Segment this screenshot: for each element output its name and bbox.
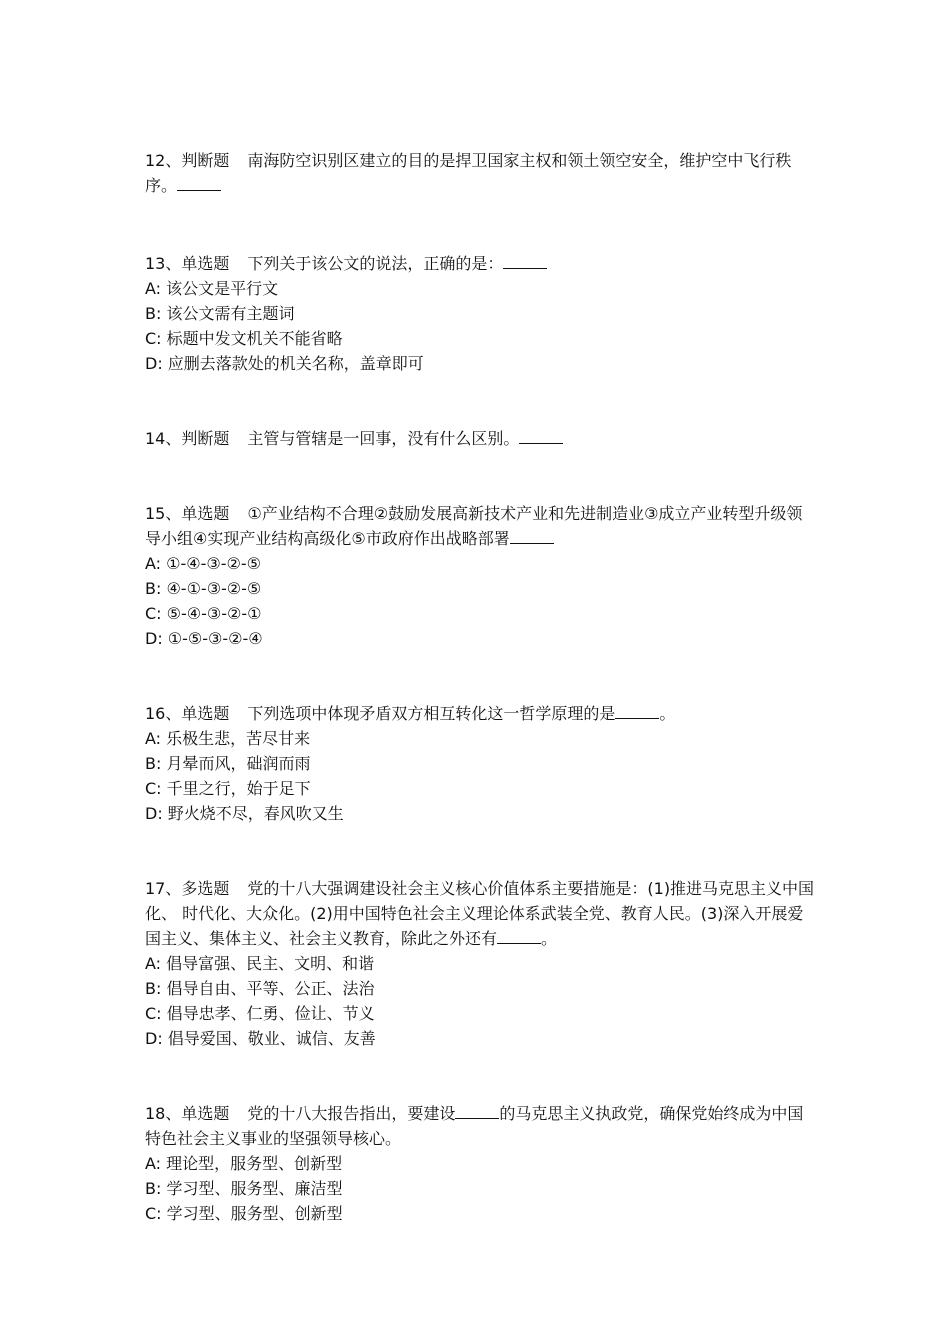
option-b	[145, 1176, 815, 1201]
question-tail: 。	[541, 929, 558, 948]
option-text: 倡导富强、民主、文明、和谐	[166, 954, 375, 973]
option-a	[145, 951, 815, 976]
option-d	[145, 626, 815, 651]
question-13	[145, 251, 815, 376]
answer-blank	[510, 526, 554, 544]
question-type: 判断题	[181, 429, 230, 448]
question-number: 18、	[145, 1104, 182, 1123]
question-text: 党的十八大报告指出，要建设	[247, 1104, 456, 1123]
question-number: 17、	[145, 879, 182, 898]
answer-blank	[615, 701, 659, 719]
question-12	[145, 148, 815, 198]
option-key: C:	[145, 779, 167, 798]
question-text: 下列选项中体现矛盾双方相互转化这一哲学原理的是	[247, 704, 616, 723]
option-key: A:	[145, 1154, 167, 1173]
option-key: C:	[145, 1004, 167, 1023]
option-text: ④-①-③-②-⑤	[166, 579, 262, 598]
option-key: D:	[145, 354, 168, 373]
question-type: 单选题	[181, 1104, 230, 1123]
option-text: 学习型、服务型、廉洁型	[166, 1179, 343, 1198]
option-key: B:	[145, 979, 167, 998]
option-c	[145, 1001, 815, 1026]
question-number: 15、	[145, 504, 182, 523]
option-b	[145, 976, 815, 1001]
option-key: C:	[145, 604, 167, 623]
question-stem	[145, 426, 815, 451]
question-stem	[145, 148, 815, 198]
option-key: A:	[145, 729, 167, 748]
option-a	[145, 726, 815, 751]
question-stem	[145, 1101, 815, 1151]
option-text: 倡导忠孝、仁勇、俭让、节义	[166, 1004, 375, 1023]
question-type: 单选题	[181, 704, 230, 723]
option-key: B:	[145, 1179, 167, 1198]
question-16	[145, 701, 815, 826]
question-stem	[145, 876, 815, 951]
option-a	[145, 276, 815, 301]
option-b	[145, 751, 815, 776]
option-text: 理论型，服务型、创新型	[166, 1154, 343, 1173]
option-text: 学习型、服务型、创新型	[166, 1204, 343, 1223]
question-tail: 的马克思主义执政党，确保党始终成为中国特色社会主义事业的坚强领导核心。	[145, 1104, 804, 1148]
answer-blank	[519, 426, 563, 444]
option-text: 乐极生悲，苦尽甘来	[166, 729, 311, 748]
question-type: 单选题	[181, 504, 230, 523]
option-key: B:	[145, 304, 167, 323]
option-text: 标题中发文机关不能省略	[166, 329, 343, 348]
question-stem	[145, 501, 815, 551]
answer-blank	[503, 251, 547, 269]
option-text: 该公文是平行文	[166, 279, 279, 298]
option-key: A:	[145, 954, 167, 973]
question-number: 16、	[145, 704, 182, 723]
question-15	[145, 501, 815, 651]
option-c	[145, 326, 815, 351]
question-text: 下列关于该公文的说法，正确的是：	[247, 254, 504, 273]
option-key: B:	[145, 579, 167, 598]
option-key: D:	[145, 1029, 168, 1048]
option-text: ⑤-④-③-②-①	[166, 604, 262, 623]
option-c	[145, 776, 815, 801]
question-number: 13、	[145, 254, 182, 273]
question-18	[145, 1101, 815, 1226]
option-key: C:	[145, 1204, 167, 1223]
question-type: 判断题	[181, 151, 230, 170]
option-c	[145, 1201, 815, 1226]
option-key: A:	[145, 554, 167, 573]
option-text: ①-⑤-③-②-④	[167, 629, 263, 648]
question-stem	[145, 701, 815, 726]
answer-blank	[455, 1101, 499, 1119]
option-d	[145, 801, 815, 826]
question-number: 12、	[145, 151, 182, 170]
question-17	[145, 876, 815, 1051]
option-key: A:	[145, 279, 167, 298]
answer-blank	[177, 173, 221, 191]
question-text: 党的十八大强调建设社会主义核心价值体系主要措施是：(1)推进马克思主义中国化、 时代化、大众化。(2)用中国特色社会主义理论体系武装全党、教育人民。(3)深入开展爱国主义、集体主义、社会主义教育，除此之外还有	[145, 879, 815, 948]
option-text: 应删去落款处的机关名称，盖章即可	[167, 354, 424, 373]
option-key: D:	[145, 804, 168, 823]
option-a	[145, 1151, 815, 1176]
option-key: D:	[145, 629, 168, 648]
question-text: 主管与管辖是一回事，没有什么区别。	[247, 429, 520, 448]
question-stem	[145, 251, 815, 276]
question-text: 南海防空识别区建立的目的是捍卫国家主权和领土领空安全，维护空中飞行秩序。	[145, 151, 792, 195]
option-key: C:	[145, 329, 167, 348]
question-14	[145, 426, 815, 451]
option-b	[145, 301, 815, 326]
question-text: ①产业结构不合理②鼓励发展高新技术产业和先进制造业③成立产业转型升级领导小组④实现产业结构高级化⑤市政府作出战略部署	[145, 504, 803, 548]
question-type: 单选题	[181, 254, 230, 273]
question-tail: 。	[659, 704, 676, 723]
option-key: B:	[145, 754, 167, 773]
question-list	[145, 148, 815, 1226]
option-a	[145, 551, 815, 576]
option-text: 倡导自由、平等、公正、法治	[166, 979, 375, 998]
option-d	[145, 1026, 815, 1051]
option-text: ①-④-③-②-⑤	[166, 554, 261, 573]
question-number: 14、	[145, 429, 182, 448]
answer-blank	[497, 926, 541, 944]
option-c	[145, 601, 815, 626]
option-text: 倡导爱国、敬业、诚信、友善	[167, 1029, 376, 1048]
option-b	[145, 576, 815, 601]
option-text: 该公文需有主题词	[166, 304, 295, 323]
question-type: 多选题	[181, 879, 230, 898]
option-text: 野火烧不尽，春风吹又生	[167, 804, 344, 823]
option-text: 千里之行，始于足下	[166, 779, 311, 798]
option-d	[145, 351, 815, 376]
option-text: 月晕而风，础润而雨	[166, 754, 311, 773]
